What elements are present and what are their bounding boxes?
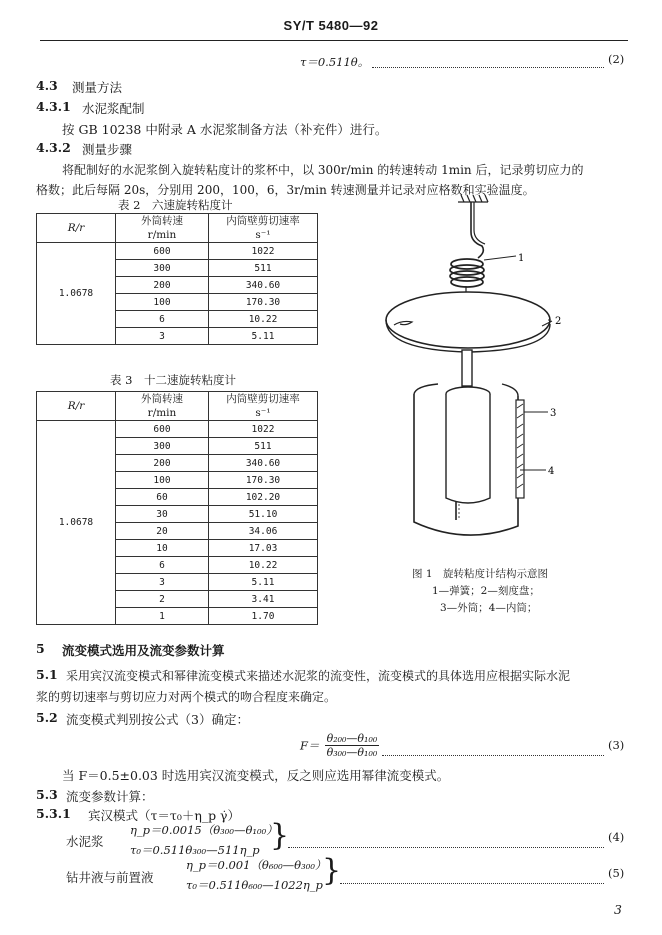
table3-speed: 1 [116, 608, 209, 625]
table2-speed: 300 [116, 260, 209, 277]
sec-4-3-2-num: 4.3.2 [36, 140, 71, 155]
eq4-number: (4) [608, 830, 625, 844]
table3-speed: 60 [116, 489, 209, 506]
table3-speed: 10 [116, 540, 209, 557]
figure-legend-1: 1—弹簧；2—刻度盘； [432, 585, 540, 597]
cement-label: 水泥浆 [66, 834, 104, 849]
table3-rate: 10.22 [209, 557, 318, 574]
eq4-brace: } [270, 818, 290, 853]
eq3 [300, 732, 379, 759]
sec-5-3-1-num: 5.3.1 [36, 806, 71, 821]
table3-rate: 3.41 [209, 591, 318, 608]
eq2-number: (2) [608, 52, 625, 66]
eq4-line2: τ₀＝0.511θ₃₀₀—511η_p [130, 843, 260, 857]
table3-rate: 34.06 [209, 523, 318, 540]
eq3-numerator: θ₂₀₀—θ₁₀₀ [326, 732, 378, 745]
figure-label-3: 3 [550, 408, 557, 419]
table3-speed: 3 [116, 574, 209, 591]
table3-speed: 600 [116, 421, 209, 438]
figure-label-1: 1 [518, 253, 525, 264]
table2-caption: 表 2 六速旋转粘度计 [118, 198, 233, 212]
sec-5-3-num: 5.3 [36, 787, 58, 802]
eq5-number: (5) [608, 866, 625, 880]
table2-h-speed: 外筒转速 [141, 215, 183, 227]
eq3-denominator: θ₃₀₀—θ₁₀₀ [326, 746, 378, 759]
table2-speed: 200 [116, 277, 209, 294]
table3-rate: 340.60 [209, 455, 318, 472]
shaft [462, 350, 472, 386]
table2-rr: 1.0678 [37, 243, 116, 345]
table3-rate: 17.03 [209, 540, 318, 557]
table3-h-rate: 内筒壁剪切速率 [226, 393, 300, 405]
sec-4-3-num: 4.3 [36, 78, 58, 93]
page-number: 3 [614, 902, 622, 917]
eq5-brace: } [322, 853, 342, 888]
sec-5-1-line2: 浆的剪切速率与剪切应力对两个模式的吻合程度来确定。 [36, 690, 337, 704]
table3-speed: 100 [116, 472, 209, 489]
eq5-leader [340, 877, 604, 884]
viscometer-diagram [350, 190, 630, 560]
sec-5-title: 流变模式选用及流变参数计算 [62, 643, 225, 658]
eq5-line2: τ₀＝0.511θ₆₀₀—1022η_p [186, 878, 323, 892]
table3-rate: 51.10 [209, 506, 318, 523]
table3-h-speed-unit: r/min [147, 407, 177, 419]
table2-speed: 600 [116, 243, 209, 260]
eq4-line1: η_p＝0.0015（θ₃₀₀—θ₁₀₀） [130, 823, 278, 837]
dial [386, 292, 550, 348]
header-rule [40, 40, 628, 41]
sec-4-3-1-title: 水泥浆配制 [82, 101, 145, 116]
sec-5-3-title: 流变参数计算： [66, 789, 154, 804]
sec-5-1-line1: 采用宾汉流变模式和幂律流变模式来描述水泥浆的流变性，流变模式的具体选用应根据实际水泥 [66, 669, 571, 683]
sec-5-num: 5 [36, 641, 45, 656]
table3-rate: 102.20 [209, 489, 318, 506]
table3-caption: 表 3 十二速旋转粘度计 [110, 373, 236, 387]
drill-label: 钻井液与前置液 [66, 870, 154, 885]
eq3-leader [382, 749, 604, 756]
table2-rate: 340.60 [209, 277, 318, 294]
sec-4-3-1-num: 4.3.1 [36, 99, 71, 114]
eq4-leader [288, 841, 604, 848]
eq2-formula: τ＝0.511θ。 [300, 55, 370, 69]
page-header: SY/T 5480—92 [283, 18, 379, 33]
table3-h-rr: R/r [37, 392, 116, 421]
figure-label-4: 4 [548, 466, 555, 477]
table3-speed: 200 [116, 455, 209, 472]
sec-5-2-after: 当 F＝0.5±0.03 时选用宾汉流变模式，反之则应选用幂律流变模式。 [62, 768, 450, 783]
table2-rate: 1022 [209, 243, 318, 260]
eq5-line1: η_p＝0.001（θ₆₀₀—θ₃₀₀） [186, 858, 327, 872]
table3-rr: 1.0678 [37, 421, 116, 625]
eq3-number: (3) [608, 738, 625, 752]
sec-5-1-num: 5.1 [36, 667, 58, 682]
sec-4-3-2-title: 测量步骤 [82, 142, 133, 157]
table3-rate: 1022 [209, 421, 318, 438]
table3-speed: 6 [116, 557, 209, 574]
sec-5-2-text: 流变模式判别按公式（3）确定： [66, 712, 249, 727]
figure-legend-2: 3—外筒；4—内筒； [440, 602, 538, 614]
table3-rate: 170.30 [209, 472, 318, 489]
table3-rate: 1.70 [209, 608, 318, 625]
sec-4-3-2-line2: 格数；此后每隔 20s，分别用 200，100，6，3r/min 转速测量并记录对应格数和实验温度。 [36, 183, 535, 197]
table3-h-rate-unit: s⁻¹ [255, 407, 271, 419]
table3-speed: 300 [116, 438, 209, 455]
table3-speed: 2 [116, 591, 209, 608]
figure-label-2: 2 [555, 316, 562, 327]
sec-4-3-title: 测量方法 [72, 80, 123, 95]
table2-rate: 511 [209, 260, 318, 277]
table3-rate: 511 [209, 438, 318, 455]
sec-4-3-2-line1: 将配制好的水泥浆倒入旋转粘度计的浆杯中，以 300r/min 的转速转动 1min 后，记录剪切应力的 [62, 163, 584, 177]
table2-rate: 10.22 [209, 311, 318, 328]
table3-speed: 20 [116, 523, 209, 540]
table3-rate: 5.11 [209, 574, 318, 591]
table2-h-rr: R/r [37, 214, 116, 243]
table2-h-rate: 内筒壁剪切速率 [226, 215, 300, 227]
mount-hatch [458, 195, 488, 202]
eq2-leader [372, 61, 604, 68]
table2-speed: 3 [116, 328, 209, 345]
sec-5-2-num: 5.2 [36, 710, 58, 725]
table3-speed: 30 [116, 506, 209, 523]
spring-coil [450, 259, 484, 287]
eq3-lhs: F＝ [300, 738, 320, 753]
sec-4-3-1-body: 按 GB 10238 中附录 A 水泥浆制备方法（补充件）进行。 [62, 122, 388, 137]
table2-speed: 6 [116, 311, 209, 328]
table3-h-speed: 外筒转速 [141, 393, 183, 405]
table2-speed: 100 [116, 294, 209, 311]
table2-h-rate-unit: s⁻¹ [255, 229, 271, 241]
figure-caption: 图 1 旋转粘度计结构示意图 [412, 568, 549, 580]
sec-5-3-1-title: 宾汉模式（τ＝τ₀＋η_p γ̇） [88, 808, 241, 823]
table2 [36, 213, 318, 345]
table2-rate: 170.30 [209, 294, 318, 311]
table3 [36, 391, 318, 625]
table2-h-speed-unit: r/min [147, 229, 177, 241]
table2-rate: 5.11 [209, 328, 318, 345]
spring-wire [471, 202, 483, 258]
